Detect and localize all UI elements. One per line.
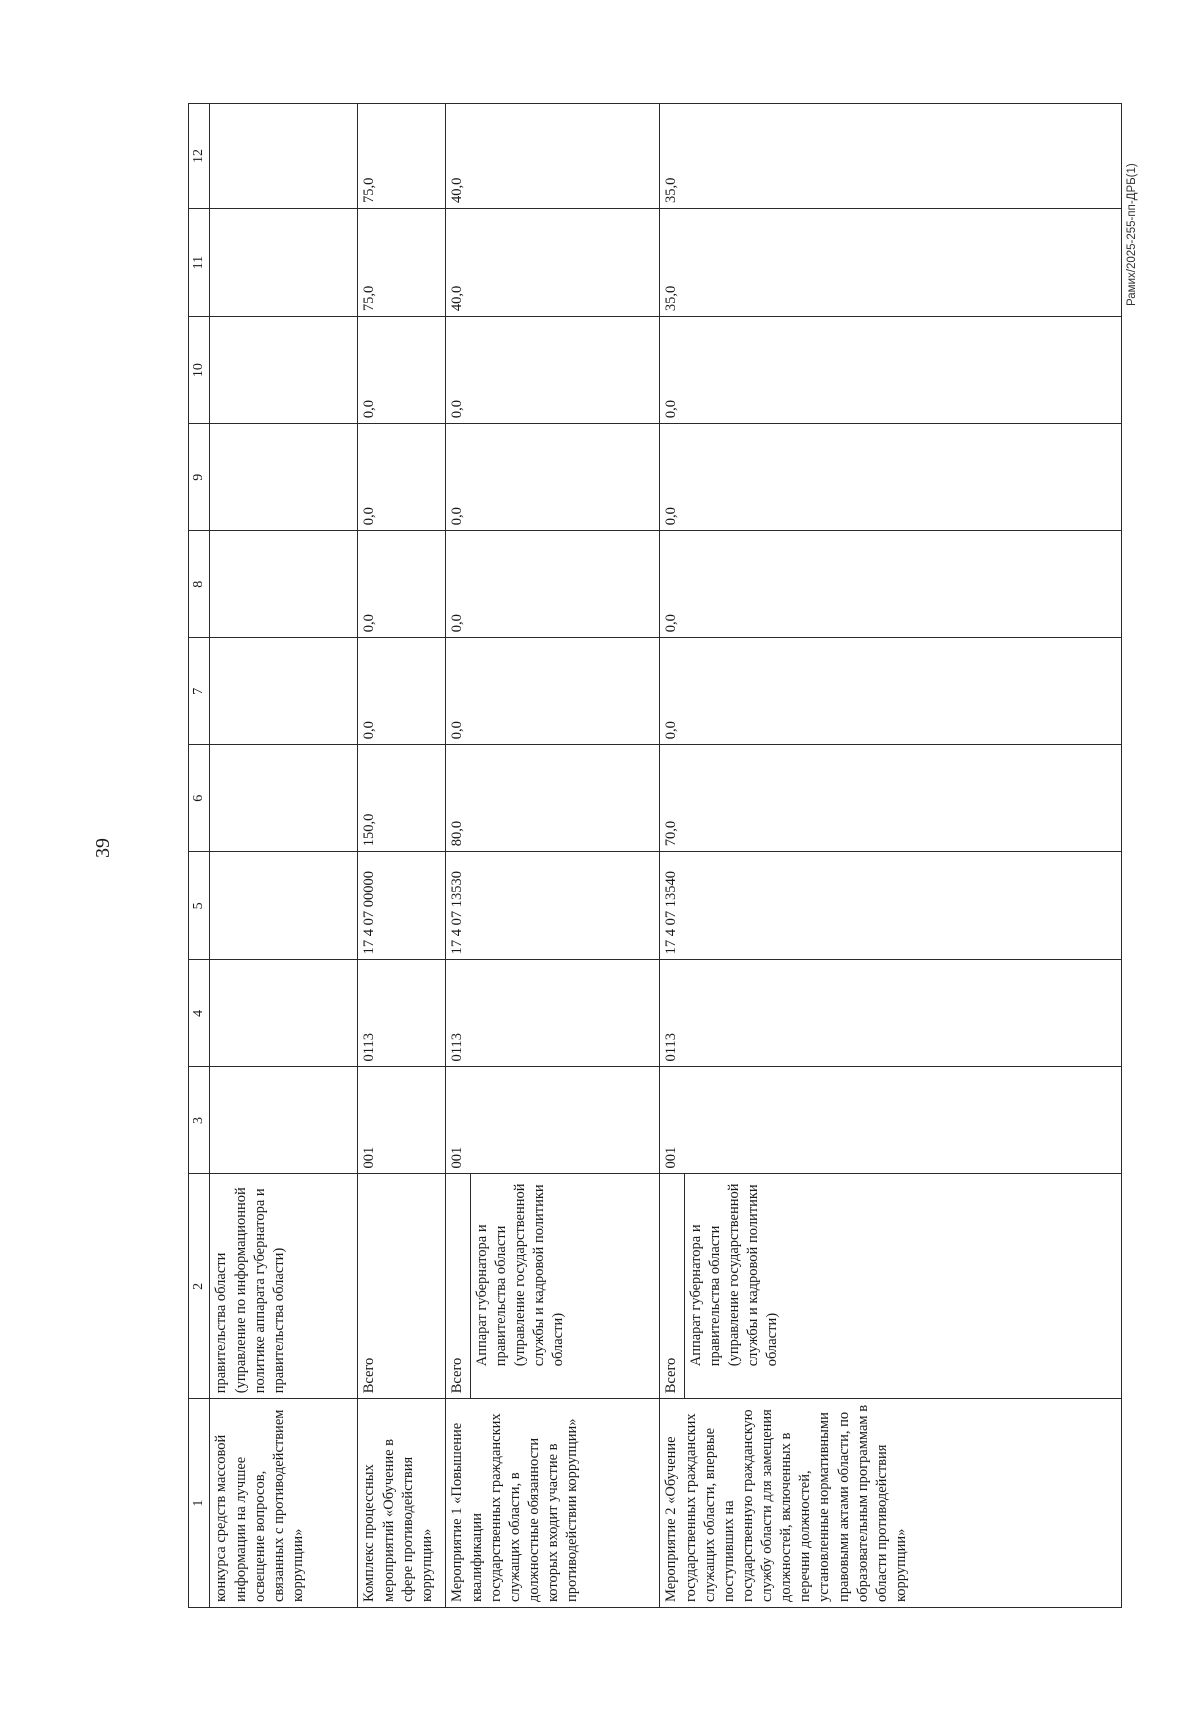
section-code: 0113: [446, 960, 660, 1067]
gl-admin-code: 001: [660, 1067, 1122, 1174]
col-header: 3: [189, 1067, 210, 1174]
executor-cell: Всего: [358, 1174, 446, 1399]
header-row: [189, 104, 210, 1608]
executor-name: Аппарат губернатора и правительства области (управление государственной службы и кадровой политики области): [470, 1174, 659, 1398]
amount-cell: 35,0: [660, 104, 1122, 209]
amount-cell: 0,0: [660, 317, 1122, 424]
col-header: 9: [189, 424, 210, 531]
amount-cell: 70,0: [660, 745, 1122, 852]
amount-cell: 0,0: [660, 638, 1122, 745]
target-code: 17 4 07 00000: [358, 852, 446, 960]
measure-name-cell: Комплекс процессных мероприятий «Обучение в сфере противодействия коррупции»: [358, 1399, 446, 1608]
col-header: 4: [189, 960, 210, 1067]
budget-table: [188, 103, 1122, 1608]
target-code: 17 4 07 13540: [660, 852, 1122, 960]
col-header: 11: [189, 209, 210, 317]
col-header: 8: [189, 531, 210, 638]
col-header: 6: [189, 745, 210, 852]
table-row: [358, 104, 446, 1608]
gl-admin-code: 001: [446, 1067, 660, 1174]
amount-cell: 0,0: [446, 424, 660, 531]
amount-cell: 75,0: [358, 209, 446, 317]
executor-cell: правительства области (управление по информационной политике аппарата губернатора и правительства области): [210, 1174, 358, 1399]
col-header: 12: [189, 104, 210, 209]
amount-cell: 0,0: [660, 531, 1122, 638]
col-header: 1: [189, 1399, 210, 1608]
executor-subtable: [446, 1174, 659, 1398]
col-header: 5: [189, 852, 210, 960]
document-code: Рамих/2025-255-пп-ДРБ(1): [1126, 163, 1138, 306]
total-label: Всего: [449, 1357, 466, 1394]
amount-cell: 80,0: [446, 745, 660, 852]
target-code: 17 4 07 13530: [446, 852, 660, 960]
page-number: 39: [92, 838, 114, 858]
amount-cell: 0,0: [446, 317, 660, 424]
amount-cell: 75,0: [358, 104, 446, 209]
measure-name-cell: Мероприятие 1 «Повышение квалификации государственных гражданских служащих области, в должностные обязанности которых входит участие в противодействии коррупции»: [446, 1399, 660, 1608]
executor-name: Аппарат губернатора и правительства области (управление государственной службы и кадровой политики области): [684, 1174, 1121, 1398]
col-header: 10: [189, 317, 210, 424]
amount-cell: 0,0: [358, 317, 446, 424]
gl-admin-code: 001: [358, 1067, 446, 1174]
amount-cell: 35,0: [660, 209, 1122, 317]
executor-cell: [446, 1174, 660, 1399]
col-header: 2: [189, 1174, 210, 1399]
budget-table-frame: [188, 103, 1118, 1608]
executor-cell: [660, 1174, 1122, 1399]
section-code: 0113: [660, 960, 1122, 1067]
table-row: [660, 104, 1122, 1608]
amount-cell: 150,0: [358, 745, 446, 852]
amount-cell: 40,0: [446, 209, 660, 317]
measure-name-cell: Мероприятие 2 «Обучение государственных гражданских служащих области, впервые поступивших на государственную гражданскую службу области для замещения должностей, включенных в перечни должностей, установленные нормативными правовыми актами области, по образовательным программам в области противодействия коррупции»: [660, 1399, 1122, 1608]
measure-name-cell: конкурса средств массовой информации на лучшее освещение вопросов, связанных с противодействием коррупции»: [210, 1399, 358, 1608]
amount-cell: 0,0: [446, 638, 660, 745]
amount-cell: 0,0: [358, 424, 446, 531]
amount-cell: 40,0: [446, 104, 660, 209]
table-row: [446, 104, 660, 1608]
amount-cell: 0,0: [358, 531, 446, 638]
col-header: 7: [189, 638, 210, 745]
executor-subtable: [660, 1174, 1121, 1398]
amount-cell: 0,0: [446, 531, 660, 638]
amount-cell: 0,0: [660, 424, 1122, 531]
total-label: Всего: [663, 1357, 680, 1394]
section-code: 0113: [358, 960, 446, 1067]
table-row: [210, 104, 358, 1608]
amount-cell: 0,0: [358, 638, 446, 745]
